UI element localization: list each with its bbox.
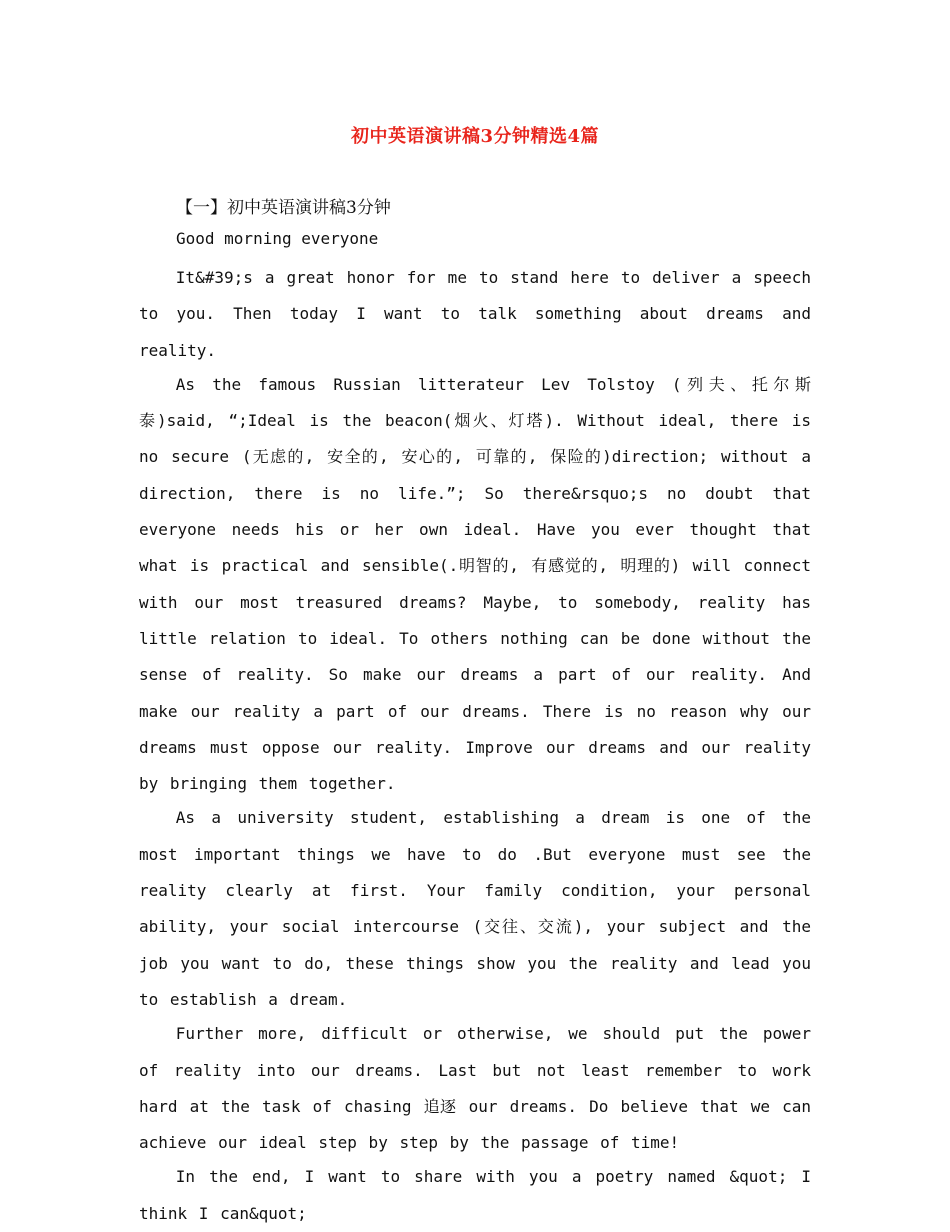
greeting-line: Good morning everyone — [176, 229, 379, 248]
paragraph: As a university student, establishing a dream is one of the most important things we have to do .But everyone must see the reality clearly at first. Your family condition, your personal ability, your social intercourse (交往、交流), your subject and the job you want to do, these things show you the reality and lead you to establish a dream. — [139, 808, 811, 1009]
section-heading: 【一】初中英语演讲稿3分钟 — [176, 198, 391, 218]
paragraph: Further more, difficult or otherwise, we should put the power of reality into our dreams. Last but not least remember to work hard at the task of chasing 追逐 our dreams. Do believe that we can achieve our ideal step by step by the passage of time! — [139, 1024, 811, 1153]
document-title: 初中英语演讲稿3分钟精选4篇 — [350, 126, 600, 147]
speech-body — [139, 260, 811, 1232]
paragraph: As the famous Russian litterateur Lev Tolstoy (列夫、托尔斯泰)said, “;Ideal is the beacon(烟火、灯塔). Without ideal, there is no secure (无虑的, 安全的, 安心的, 可靠的, 保险的)direction; without a direction, there is no life.”; So there&rsquo;s no doubt that everyone needs his or her own ideal. Have you ever thought that what is practical and sensible(.明智的, 有感觉的, 明理的) will connect with our most treasured dreams? Maybe, to somebody, reality has little relation to ideal. To others nothing can be done without the sense of reality. So make our dreams a part of our reality. And make our reality a part of our dreams. There is no reason why our dreams must oppose our reality. Improve our dreams and our reality by bringing them together. — [139, 374, 811, 794]
paragraph: In the end, I want to share with you a poetry named &quot; I think I can&quot; — [139, 1167, 811, 1223]
paragraph: It&#39;s a great honor for me to stand here to deliver a speech to you. Then today I want to talk something about dreams and reality. — [139, 268, 811, 360]
